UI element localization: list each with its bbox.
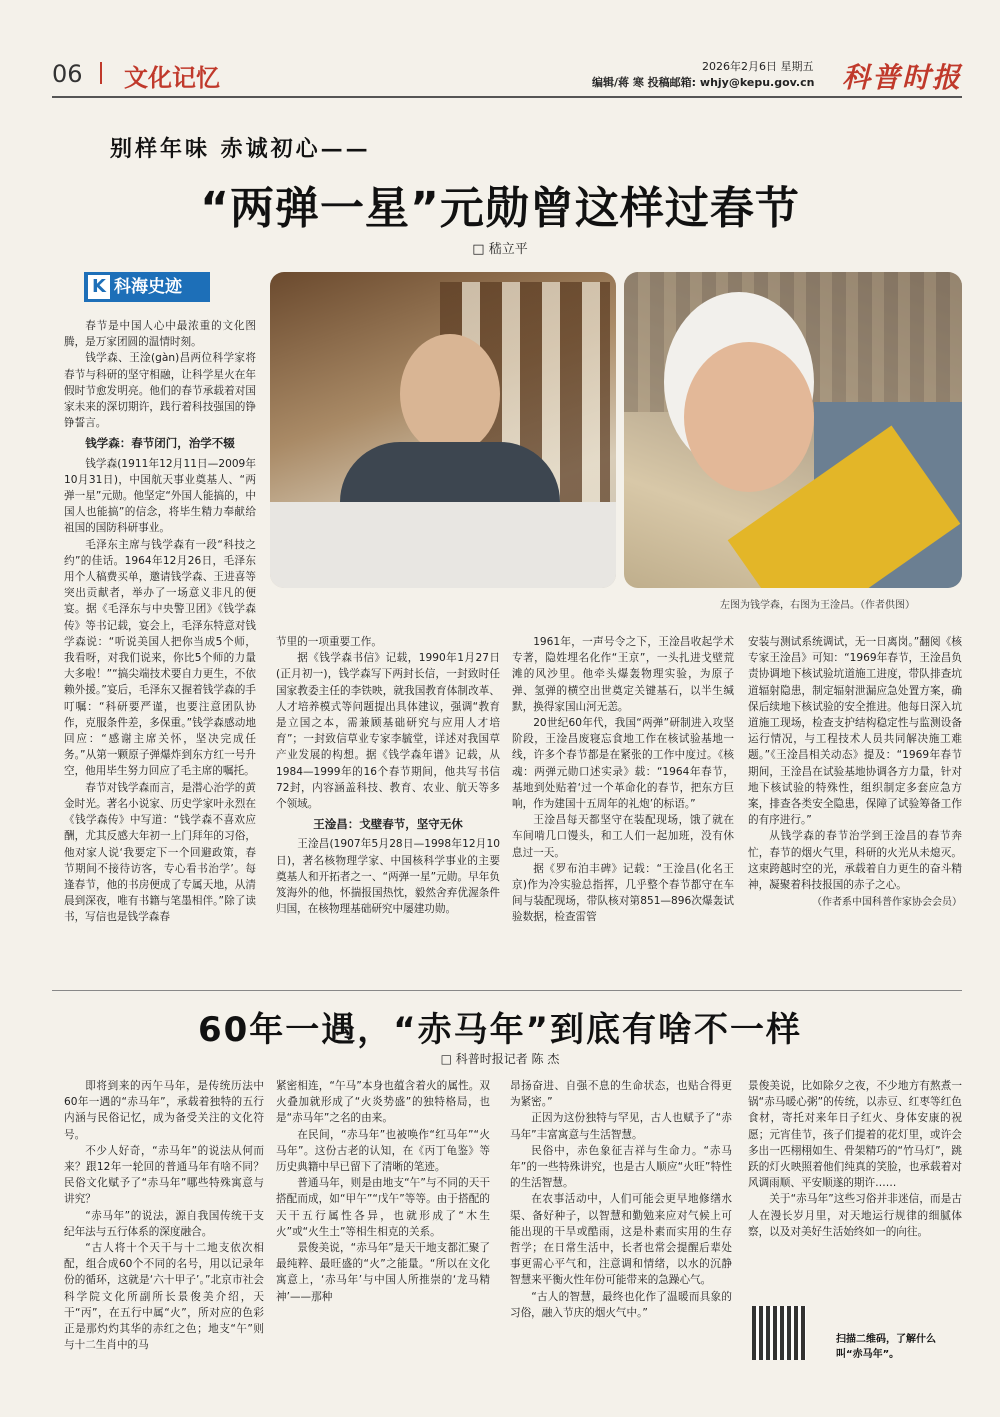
article2-column-1 — [64, 1078, 264, 1353]
desk-shape — [270, 502, 616, 588]
column-badge-label: 科海史迹 — [114, 277, 182, 297]
article2-column-3 — [510, 1078, 732, 1321]
page-header — [52, 56, 962, 92]
article2-title: 60年一遇，“赤马年”到底有啥不一样 — [197, 1010, 802, 1050]
section-title: 文化记忆 — [124, 63, 220, 92]
column-badge — [84, 272, 210, 302]
paragraph: 安装与测试系统调试，无一日离岗。”翻阅《核专家王淦昌》可知：“1969年春节，王淦昌负责协调地下核试验坑道施工进度，带队排查坑道辐射隐患，制定辐射泄漏应急处置方案，确保后续地下核试验的安全推进。他每日深入坑道施工现场，检查支护结构稳定性与监测设备运行情况，与工程技术人员共同解决施工难题。”《王淦昌相关动态》提及：“1969年春节期间，王淦昌在试验基地协调各方力量，针对地下核试验的特殊性，组织制定多套应急方案，排查各类安全隐患，保障了试验筹备工作的有序进行。” — [748, 636, 962, 827]
article1-column-3 — [512, 634, 734, 926]
masthead-logo: 科普时报 — [842, 61, 963, 94]
paragraph: 春节是中国人心中最浓重的文化图腾，是万家团圆的温情时刻。 — [64, 320, 256, 349]
header-separator — [100, 62, 102, 84]
paragraph: 紧密相连，“午马”本身也蕴含着火的属性。双火叠加就形成了“火炎势盛”的独特格局，也是“赤马年”之名的由来。 — [276, 1080, 490, 1125]
paragraph: “赤马年”的说法，源自我国传统干支纪年法与五行体系的深度融合。 — [64, 1209, 264, 1238]
subheading-wang: 王淦昌：戈壁春节，坚守无休 — [313, 817, 463, 832]
paragraph: 据《罗布泊丰碑》记载：“王淦昌(化名王京)作为冷实验总指挥，几乎整个春节都守在车间与装配现场，带队核对第851—896次爆轰试验数据，检查雷管 — [512, 862, 734, 924]
paragraph: 从钱学森的春节治学到王淦昌的春节奔忙，春节的烟火气里，科研的火光从未熄灭。这束跨越时空的光，承载着自力更生的奋斗精神，凝聚着科技报国的赤子之心。 — [748, 830, 962, 892]
qr-code-icon[interactable] — [752, 1306, 806, 1360]
paragraph: 王淦昌每天都坚守在装配现场，饿了就在车间啃几口馒头，和工人们一起加班，没有休息过一天。 — [512, 814, 734, 859]
paragraph: 1961年，一声号令之下，王淦昌收起学术专著，隐姓埋名化作“王京”，一头扎进戈壁荒滩的风沙里。他牵头爆轰物理实验，为原子弹、氢弹的横空出世奠定关键基石，以半生缄默，换得家国山河无恙。 — [512, 636, 734, 713]
article1-byline: □ 嵇立平 — [472, 242, 528, 257]
portrait-face-shape — [400, 334, 500, 454]
subheading-qian: 钱学森：春节闭门，治学不辍 — [85, 436, 235, 451]
photo-qian-xuesen — [270, 272, 616, 588]
issue-date: 2026年2月6日 星期五 — [702, 60, 814, 73]
photo-wang-ganchang — [624, 272, 962, 588]
qr-code-caption: 扫描二维码，了解什么叫“赤马年”。 — [836, 1334, 936, 1360]
paragraph: 在民间，“赤马年”也被唤作“红马年”“火马年”。这份古老的认知，在《丙丁龟鉴》等历史典籍中早已留下了清晰的笔迹。 — [276, 1128, 490, 1174]
article-divider — [52, 990, 962, 991]
editor-line: 编辑/蒋 寒 投稿邮箱: whjy@kepu.gov.cn — [592, 76, 815, 89]
paragraph: 毛泽东主席与钱学森有一段“科技之约”的佳话。1964年12月26日，毛泽东用个人稿费买单，邀请钱学森、王进喜等突出贡献者，举办了一场意义非凡的便宴。据《毛泽东与中央警卫团》《钱学森传》等书记载，宴会上，毛泽东特意对钱学森说：“听说美国人把你当成5个师，我看呀，对我们说来，你比5个师的力量大多啦！”“搞尖端技术要自力更生，不依赖外援。”宴后，毛泽东又握着钱学森的手叮嘱：“科研要严谨，也要注意团队协作，克服条件差，多保重。”钱学森感动地回应：“感谢主席关怀，坚决完成任务。”从第一颗原子弹爆炸到东方红一号升空，他用毕生努力回应了毛主席的嘱托。 — [64, 538, 256, 778]
paragraph: 春节对钱学森而言，是潜心治学的黄金时光。著名小说家、历史学家叶永烈在《钱学森传》中写道：“钱学森不喜欢应酬，尤其反感大年初一上门拜年的习俗，他对家人说‘我要定下一个回避政策，春节期间不接待访客，专心看书治学’。每逢春节，他的书房便成了专属天地，从清晨到深夜，唯有书籍与笔墨相伴。”除了读书，写信也是钱学森春 — [64, 781, 256, 924]
paragraph: 关于“赤马年”这些习俗并非迷信，而是古人在漫长岁月里，对天地运行规律的细腻体察，以及对美好生活始终如一的向往。 — [748, 1193, 962, 1238]
article1-title: “两弹一星”元勋曾这样过春节 — [200, 183, 800, 234]
photo-caption: 左图为钱学森，右图为王淦昌。（作者供图） — [720, 600, 915, 611]
paragraph: 景俊美说，“赤马年”是天干地支都汇聚了最纯粹、最旺盛的“火”之能量。“所以在文化寓意上，‘赤马年’与中国人所推崇的‘龙马精神’——那种 — [276, 1242, 490, 1303]
author-signature: （作者系中国科普作家协会会员） — [812, 897, 962, 909]
column-badge-letter: K — [88, 275, 110, 299]
paragraph: 正因为这份独特与罕见，古人也赋予了“赤马年”丰富寓意与生活智慧。 — [510, 1112, 732, 1141]
paragraph: 钱学森、王淦(gàn)昌两位科学家将春节与科研的坚守相融，让科学星火在年假时节愈发明亮。他们的春节承载着对国家未来的深切期许，践行着科技强国的铮铮誓言。 — [64, 352, 256, 430]
paragraph: 不少人好奇，“赤马年”的说法从何而来？跟12年一轮回的普通马年有啥不同？民俗文化赋予了“赤马年”哪些特殊寓意与讲究？ — [64, 1144, 264, 1206]
paragraph: 昂扬奋进、自强不息的生命状态，也贴合得更为紧密。” — [510, 1080, 732, 1109]
paragraph: 景俊美说，比如除夕之夜，不少地方有熬煮一锅“赤马暖心粥”的传统，以赤豆、红枣等红色食材，寄托对来年日子红火、身体安康的祝愿；元宵佳节，孩子们提着的花灯里，或许会多出一匹栩栩如生、骨架精巧的“竹马灯”，跳跃的灯火映照着他们纯真的笑脸，也承载着对风调雨顺、平安顺遂的期许…… — [748, 1080, 962, 1190]
paragraph: “古人将十个天干与十二地支依次相配，组合成60个不同的名号，用以记录年份的循环，这就是‘六十甲子’。”北京市社会科学院文化所副所长景俊美介绍，天干“丙”，在五行中属“火”，所对应的色彩正是那灼灼其华的赤红之色；地支“午”则与十二生肖中的马 — [64, 1242, 264, 1352]
article2-byline: □ 科普时报记者 陈 杰 — [440, 1052, 560, 1066]
article1-column-2 — [276, 634, 500, 917]
article2-column-2 — [276, 1078, 490, 1305]
article2-column-4 — [748, 1078, 962, 1240]
article1-column-4 — [748, 634, 962, 911]
article1-kicker: 别样年味 赤诚初心—— — [110, 136, 371, 162]
paragraph: 在农事活动中，人们可能会更早地修缮水渠、备好种子，以智慧和勤勉来应对气候上可能出现的干旱或酷雨，这是朴素而实用的生存哲学；在日常生活中，长者也常会提醒后辈处事更需心平气和，注意调和情绪，以水的沉静智慧来平衡火性年份可能带来的急躁心气。 — [510, 1193, 732, 1287]
article1-column-1 — [64, 318, 256, 926]
paragraph: “古人的智慧，最终也化作了温暖而具象的习俗，融入节庆的烟火气中。” — [510, 1290, 732, 1319]
header-rule — [52, 96, 962, 98]
paragraph: 20世纪60年代，我国“两弹”研制进入攻坚阶段，王淦昌废寝忘食地工作在核试验基地一线，许多个春节都是在紧张的工作中度过。《核魂：两弹元勋口述实录》载：“1964年春节，基地到处贴着‘过一个革命化的春节，把东方巨响，作为建国十五周年的礼炮’的标语。” — [512, 717, 734, 811]
page-number: 06 — [52, 60, 83, 88]
paragraph: 即将到来的丙午马年，是传统历法中60年一遇的“赤马年”，承载着独特的五行内涵与民俗记忆，成为备受关注的文化符号。 — [64, 1080, 264, 1141]
paragraph: 据《钱学森书信》记载，1990年1月27日(正月初一)，钱学森写下两封长信，一封致时任国家教委主任的李铁映，就我国教育体制改革、人才培养模式等问题提出具体建议，强调“教育是立国之本，需兼顾基础研究与应用人才培育”；一封致信草业专家李毓堂，详述对我国草产业发展的构想。据《钱学森年谱》记载，从1984—1999年的16个春节期间，他共写书信72封，内容涵盖科技、教育、农业、航天等多个领域。 — [276, 652, 500, 811]
paragraph: 普通马年，则是由地支“午”与不同的天干搭配而成，如“甲午”“戊午”等等。由于搭配的天干五行属性各异，也就形成了“木生火”或“火生土”等相生相克的关系。 — [276, 1177, 490, 1238]
portrait-face-shape-2 — [684, 342, 814, 492]
paragraph: 钱学森(1911年12月11日—2009年10月31日)，中国航天事业奠基人、“两弹一星”元勋。他坚定“外国人能搞的，中国人也能搞”的信念，将毕生精力奉献给祖国的国防科研事业。 — [64, 457, 256, 535]
paragraph: 节里的一项重要工作。 — [276, 636, 382, 648]
paragraph: 民俗中，赤色象征吉祥与生命力。“赤马年”的一些特殊讲究，也是古人顺应“火旺”特性的生活智慧。 — [510, 1144, 732, 1190]
paragraph: 王淦昌(1907年5月28日—1998年12月10日)，著名核物理学家、中国核科学事业的主要奠基人和开拓者之一、“两弹一星”元勋。早年负笈海外的他，怀揣报国热忱，毅然舍弃优渥条件归国，在核物理基础研究中屡建功勋。 — [276, 838, 500, 916]
